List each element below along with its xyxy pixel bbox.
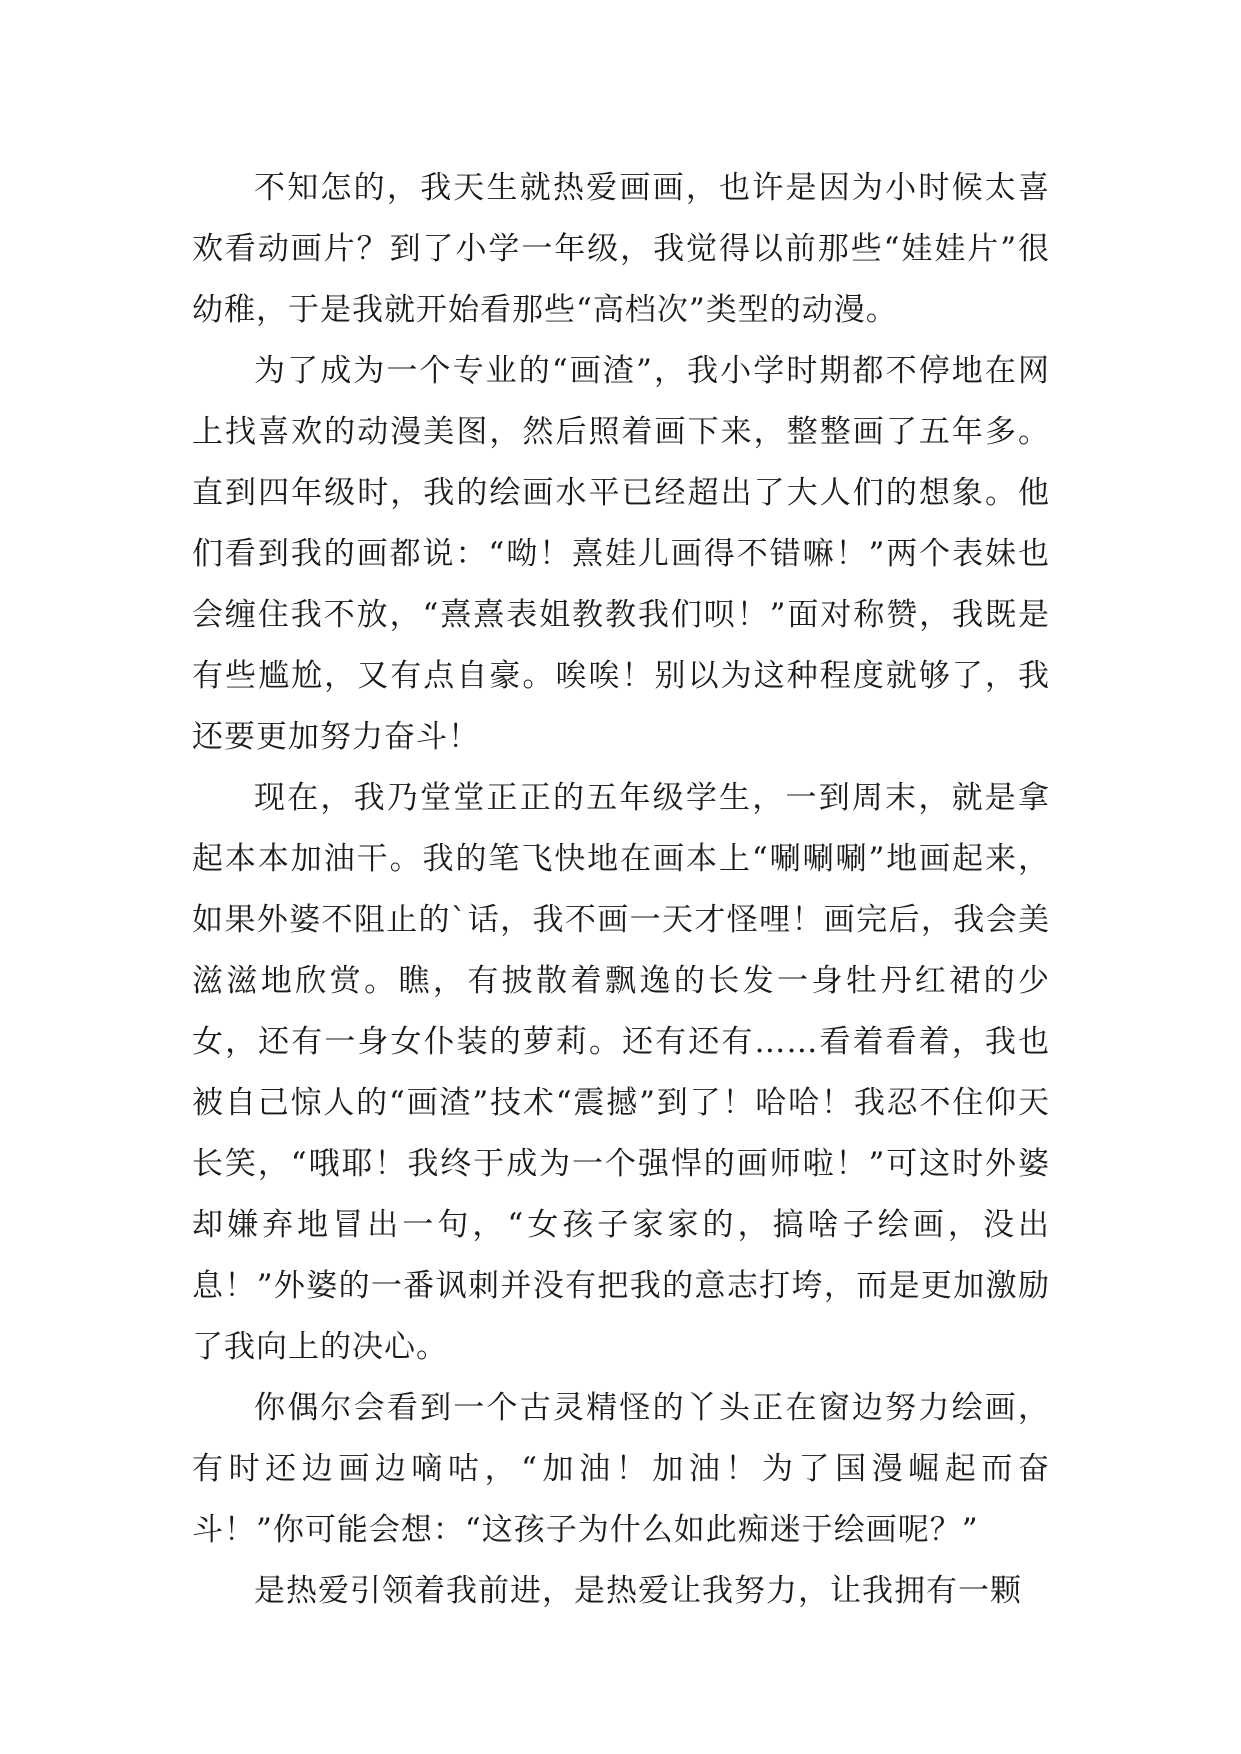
paragraph-1: 不知怎的，我天生就热爱画画，也许是因为小时候太喜欢看动画片？到了小学一年级，我觉得以前那些“娃娃片”很幼稚，于是我就开始看那些“高档次”类型的动漫。 [192, 170, 1050, 328]
paragraph-4: 你偶尔会看到一个古灵精怪的丫头正在窗边努力绘画，有时还边画边嘀咕，“加油！加油！为了国漫崛起而奋斗！”你可能会想：“这孩子为什么如此痴迷于绘画呢？” [192, 1390, 1050, 1548]
document-body [192, 158, 1050, 1622]
paragraph-3: 现在，我乃堂堂正正的五年级学生，一到周末，就是拿起本本加油干。我的笔飞快地在画本上“唰唰唰”地画起来，如果外婆不阻止的`话，我不画一天才怪哩！画完后，我会美滋滋地欣赏。瞧，有披散着飘逸的长发一身牡丹红裙的少女，还有一身女仆装的萝莉。还有还有……看着看着，我也被自己惊人的“画渣”技术“震撼”到了！哈哈！我忍不住仰天长笑，“哦耶！我终于成为一个强悍的画师啦！”可这时外婆却嫌弃地冒出一句，“女孩子家家的，搞啥子绘画，没出息！”外婆的一番讽刺并没有把我的意志打垮，而是更加激励了我向上的决心。 [192, 780, 1050, 1365]
paragraph-5: 是热爱引领着我前进，是热爱让我努力，让我拥有一颗 [254, 1573, 1022, 1609]
paragraph-2: 为了成为一个专业的“画渣”，我小学时期都不停地在网上找喜欢的动漫美图，然后照着画下来，整整画了五年多。直到四年级时，我的绘画水平已经超出了大人们的想象。他们看到我的画都说：“呦！熹娃儿画得不错嘛！”两个表妹也会缠住我不放，“熹熹表姐教教我们呗！”面对称赞，我既是有些尴尬，又有点自豪。唉唉！别以为这种程度就够了，我还要更加努力奋斗！ [192, 353, 1050, 755]
